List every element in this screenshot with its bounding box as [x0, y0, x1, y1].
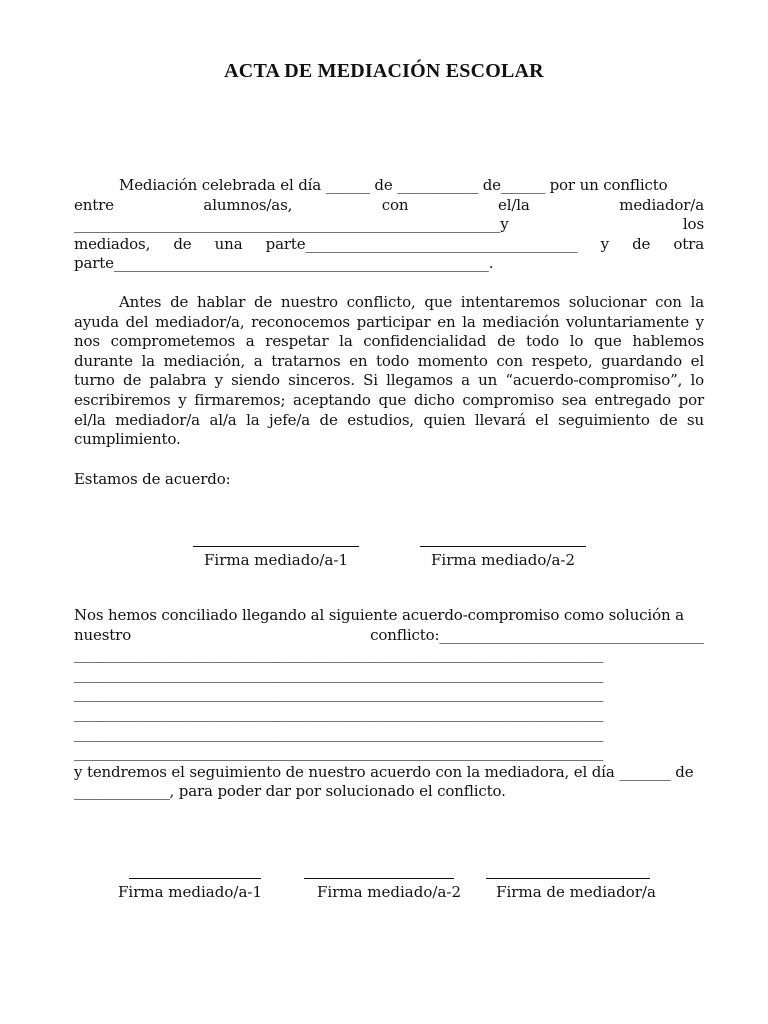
- signature-label: Firma mediado/a-1: [118, 883, 262, 901]
- blank-line: ________________________________________________________________________: [74, 664, 604, 683]
- agreement-label: Estamos de acuerdo:: [74, 470, 231, 488]
- blank-line: ________________________________________________________________________: [74, 703, 604, 722]
- signature-mediado-2: [420, 532, 586, 569]
- conciliation-line-1: Nos hemos conciliado llegando al siguiente acuerdo-compromiso como solución a: [74, 606, 684, 624]
- intro-line-5: parte___________________________________________________.: [74, 254, 494, 273]
- blank-line: ________________________________________________________________________: [74, 645, 604, 664]
- signature-line: [420, 532, 586, 547]
- signature-line: [304, 864, 454, 879]
- signature-row-2: [0, 864, 768, 914]
- signature-label: Firma mediado/a-1: [204, 551, 348, 569]
- signature-label: Firma mediado/a-2: [317, 883, 461, 901]
- blank-line: ________________________________________________________________________: [74, 743, 604, 762]
- conciliation-line-2: nuestro conflicto:____________________________________: [74, 625, 704, 644]
- followup-line-1: y tendremos el seguimiento de nuestro acuerdo con la mediadora, el día _______ de: [74, 762, 694, 781]
- signature-label: Firma de mediador/a: [496, 883, 656, 901]
- intro-line-3: __________________________________________________________y los: [74, 215, 704, 234]
- commitment-paragraph: Antes de hablar de nuestro conflicto, que intentaremos solucionar con la ayuda del mediador/a, reconocemos participar en la mediación voluntariamente y nos comprometemos a respetar la confidencialidad de todo lo que hablemos durante la mediación, a tratarnos en todo momento con respeto, guardando el turno de palabra y siendo sinceros. Si llegamos a un “acuerdo-compromiso”, lo escribiremos y firmaremos; aceptando que dicho compromiso sea entregado por el/la mediador/a al/a la jefe/a de estudios, quien llevará el seguimiento de su cumplimiento.: [74, 293, 704, 449]
- signature-line: [486, 864, 650, 879]
- signature-mediador: [486, 864, 666, 901]
- signature-mediado-2: [304, 864, 474, 901]
- intro-line-1: Mediación celebrada el día ______ de ___________ de______ por un conflicto: [119, 176, 668, 194]
- intro-line-2: entre alumnos/as, con el/la mediador/a: [74, 195, 704, 214]
- signature-line: [129, 864, 261, 879]
- blank-line: ________________________________________________________________________: [74, 684, 604, 703]
- signature-mediado-1: [115, 864, 265, 901]
- blank-line: ________________________________________________________________________: [74, 723, 604, 742]
- followup-line-2: _____________, para poder dar por solucionado el conflicto.: [74, 782, 506, 801]
- intro-paragraph: [74, 176, 704, 274]
- intro-line-4: mediados, de una parte_____________________________________ y de otra: [74, 234, 704, 253]
- signature-row-1: [0, 532, 768, 582]
- signature-mediado-1: [193, 532, 359, 569]
- signature-label: Firma mediado/a-2: [431, 551, 575, 569]
- conciliation-section: [74, 606, 704, 802]
- document-title: ACTA DE MEDIACIÓN ESCOLAR: [224, 60, 544, 82]
- signature-line: [193, 532, 359, 547]
